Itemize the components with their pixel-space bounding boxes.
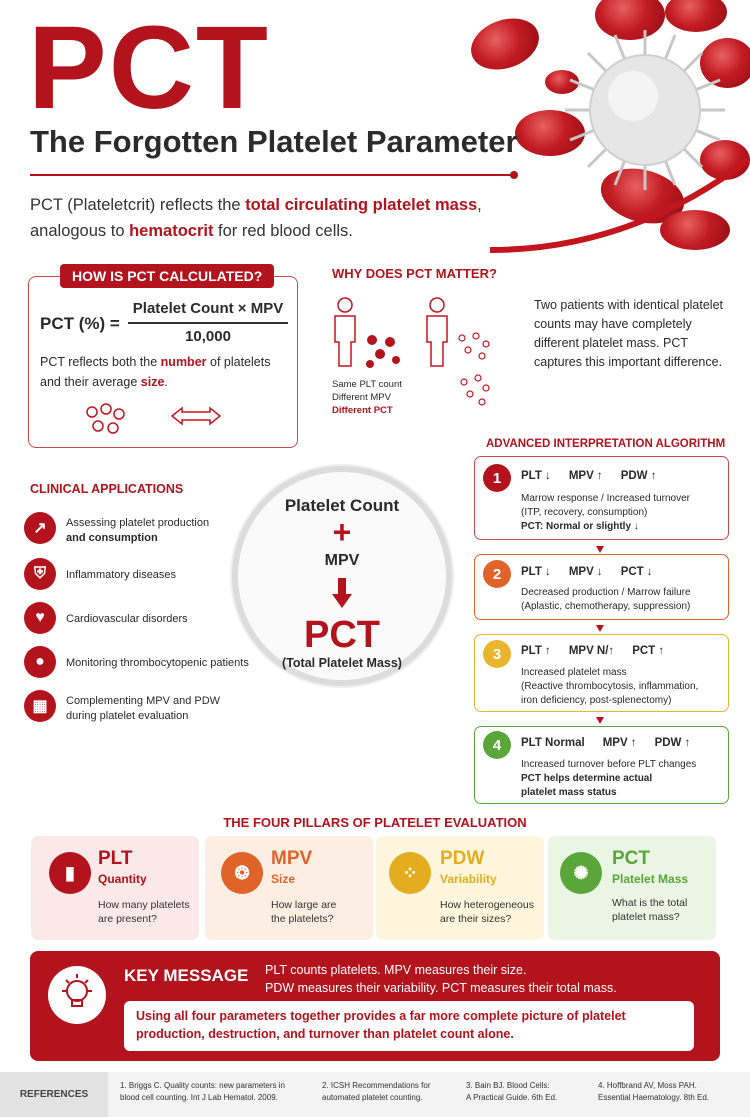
reference-item: 3. Bain BJ. Blood Cells: A Practical Guide. 6th Ed.: [466, 1081, 558, 1102]
down-arrow-icon: [596, 543, 604, 553]
center-platelet-count: Platelet Count: [284, 496, 400, 515]
droplet-icon: ●: [24, 646, 56, 678]
key-message-line: PLT counts platelets. MPV measures their size.: [265, 963, 527, 977]
why-explanation: Two patients with identical platelet counts may have completely different platelet mass. PCT captures this important difference.: [534, 298, 723, 369]
pillar-name: PLT: [98, 848, 133, 869]
reference-item: 4. Hoffbrand AV, Moss PAH. Essential Haematology. 8th Ed.: [598, 1081, 710, 1102]
person-icon: [330, 296, 360, 368]
pillar-question: How large are the platelets?: [271, 899, 337, 925]
shield-icon: ⛨: [24, 558, 56, 590]
pillar-name: MPV: [271, 848, 313, 869]
step-parameters: PLT ↑ MPV N/↑ PCT ↑: [521, 645, 665, 657]
why-caption: Same PLT count Different MPV Different PCT: [332, 379, 402, 416]
small-platelets-icon: [454, 330, 494, 410]
pillar-subtitle: Platelet Mass: [612, 872, 689, 886]
calculation-heading: HOW IS PCT CALCULATED?: [60, 264, 274, 288]
references-label: REFERENCES: [0, 1072, 108, 1117]
down-arrow-icon: [596, 714, 604, 724]
platelet-mass-icon: ✺: [560, 852, 602, 894]
pillar-name: PDW: [440, 848, 485, 869]
down-arrow-icon: [332, 578, 352, 608]
step-number-badge: 4: [483, 731, 511, 759]
why-heading: WHY DOES PCT MATTER?: [332, 266, 497, 281]
center-pct-subtitle: (Total Platelet Mass): [282, 656, 402, 670]
pillars-heading: THE FOUR PILLARS OF PLATELET EVALUATION: [223, 815, 527, 830]
step-description: Increased turnover before PLT changes PCT helps determine actual platelet mass status: [521, 759, 697, 798]
platelet-cluster-icon: [84, 402, 128, 436]
step-description: Increased platelet mass (Reactive thrombocytosis, inflammation, iron deficiency, post-splenectomy): [521, 667, 699, 706]
lightbulb-icon: [48, 966, 106, 1024]
clinical-item: Inflammatory diseases: [66, 569, 177, 581]
page-subtitle: The Forgotten Platelet Parameter: [30, 124, 518, 159]
step-description: Marrow response / Increased turnover (ITP, recovery, consumption) PCT: Normal or slightly ↓: [521, 493, 690, 532]
reference-item: 2. ICSH Recommendations for automated platelet counting.: [322, 1081, 431, 1102]
clinical-item: Assessing platelet production and consumption: [66, 517, 210, 544]
reference-item: 1. Briggs C. Quality counts: new parameters in blood cell counting. Int J Lab Hematol. 2009.: [120, 1081, 285, 1102]
step-parameters: PLT Normal MPV ↑ PDW ↑: [521, 737, 691, 749]
large-platelets-icon: [362, 332, 406, 372]
center-plus-sign: +: [332, 514, 352, 550]
intro-text: PCT (Plateletcrit) reflects the total circulating platelet mass, analogous to hematocrit for red blood cells.: [30, 196, 482, 240]
platelet-ring-icon: ❂: [221, 852, 263, 894]
puzzle-icon: ▦: [24, 690, 56, 722]
calculation-description: PCT reflects both the number of platelets and their average size.: [40, 355, 271, 389]
clinical-item: Monitoring thrombocytopenic patients: [66, 657, 249, 669]
clinical-heading: CLINICAL APPLICATIONS: [30, 482, 184, 496]
person-icon: [422, 296, 452, 368]
pillar-subtitle: Size: [271, 872, 296, 886]
key-message-title: KEY MESSAGE: [124, 966, 249, 985]
clinical-item: Cardiovascular disorders: [66, 613, 188, 625]
step-parameters: PLT ↓ MPV ↑ PDW ↑: [521, 470, 657, 482]
pillar-question: How many platelets are present?: [98, 899, 190, 925]
formula-numerator: Platelet Count × MPV: [132, 300, 284, 317]
double-arrow-icon: [170, 406, 222, 426]
red-swoosh-decoration: [480, 150, 750, 260]
chart-trend-icon: ↗: [24, 512, 56, 544]
center-mpv: MPV: [324, 552, 360, 569]
step-description: Decreased production / Marrow failure (Aplastic, chemotherapy, suppression): [521, 587, 691, 612]
key-message-strong: Using all four parameters together provides a far more complete picture of platelet production, destruction, and turnover than platelet count alone.: [136, 1009, 626, 1041]
test-tube-icon: ▮: [49, 852, 91, 894]
step-number-badge: 3: [483, 640, 511, 668]
pillar-question: What is the total platelet mass?: [612, 897, 688, 923]
red-cell-decoration: [464, 9, 546, 78]
pillar-subtitle: Quantity: [98, 872, 147, 886]
key-message-line: PDW measures their variability. PCT measures their total mass.: [265, 981, 617, 995]
clinical-item: Complementing MPV and PDW during platelet evaluation: [66, 695, 221, 722]
header-divider: [30, 174, 515, 176]
algorithm-heading: ADVANCED INTERPRETATION ALGORITHM: [486, 438, 726, 450]
pillar-question: How heterogeneous are their sizes?: [440, 899, 534, 925]
platelet-dots-icon: ⁘: [389, 852, 431, 894]
step-number-badge: 1: [483, 464, 511, 492]
center-pct-result: PCT: [304, 614, 380, 656]
page-title: PCT: [28, 2, 270, 134]
fraction-bar: [128, 322, 288, 324]
down-arrow-icon: [596, 622, 604, 632]
formula-lhs: PCT (%) =: [40, 314, 120, 333]
formula-denominator: 10,000: [185, 328, 231, 345]
pillar-subtitle: Variability: [440, 872, 497, 886]
step-parameters: PLT ↓ MPV ↓ PCT ↓: [521, 566, 653, 578]
step-number-badge: 2: [483, 560, 511, 588]
heart-pulse-icon: ♥: [24, 602, 56, 634]
pillar-name: PCT: [612, 848, 650, 869]
